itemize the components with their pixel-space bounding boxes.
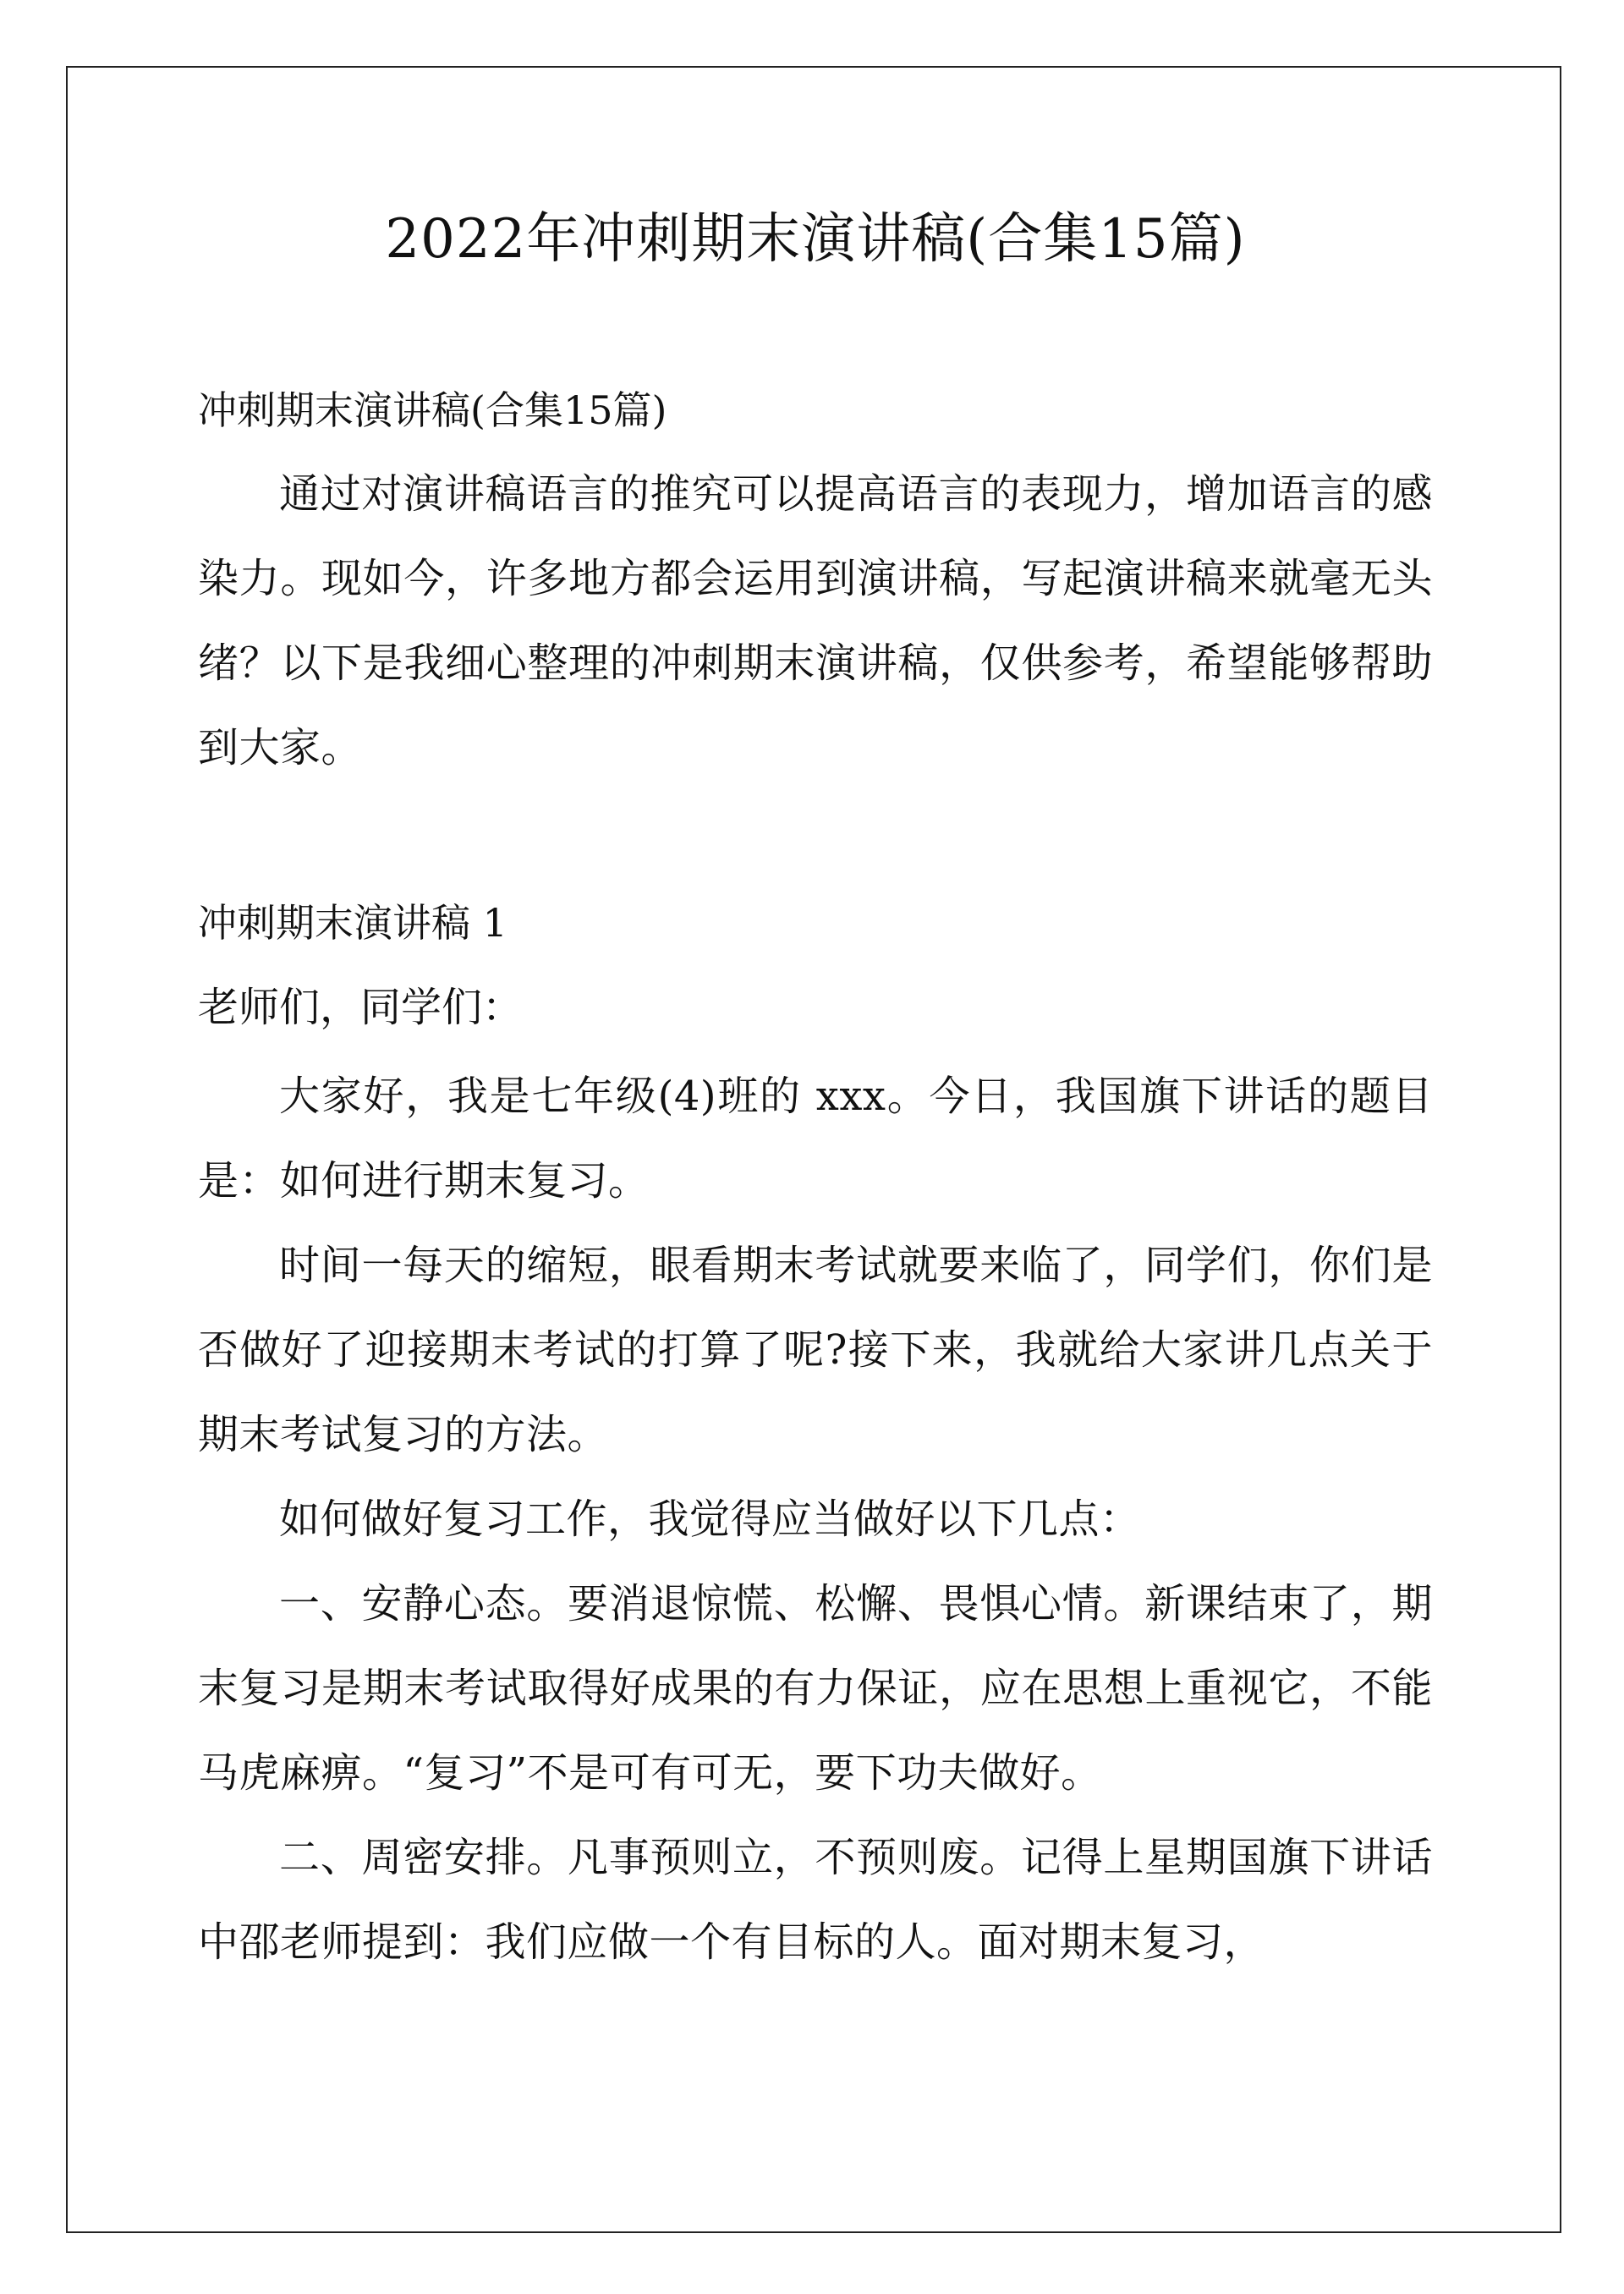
document-subtitle: 冲刺期末演讲稿(合集15篇) [198,387,667,433]
document-title: 2022年冲刺期末演讲稿(合集15篇) [385,208,1246,271]
salutation: 老师们，同学们： [198,984,524,1031]
paragraph-point-one: 一、安静心态。要消退惊慌、松懈、畏惧心情。新课结束了，期末复习是期末考试取得好成果的有力保证，应在思想上重视它，不能马虎麻痹。“复习”不是可有可无，要下功夫做好。 [198,1580,1433,1797]
paragraph-greeting: 大家好，我是七年级(4)班的 xxx。今日，我国旗下讲话的题目是：如何进行期末复习。 [198,1073,1433,1205]
paragraph-point-two: 二、周密安排。凡事预则立，不预则废。记得上星期国旗下讲话中邵老师提到：我们应做一个有目标的人。面对期末复习， [198,1834,1433,1966]
section-heading: 冲刺期末演讲稿 1 [198,900,508,946]
paragraph-time: 时间一每天的缩短，眼看期末考试就要来临了，同学们，你们是否做好了迎接期末考试的打算了呢?接下来，我就给大家讲几点关于期末考试复习的方法。 [198,1242,1433,1458]
intro-paragraph: 通过对演讲稿语言的推究可以提高语言的表现力，增加语言的感染力。现如今，许多地方都会运用到演讲稿，写起演讲稿来就毫无头绪？以下是我细心整理的冲刺期末演讲稿，仅供参考，希望能够帮助到大家。 [198,470,1433,771]
paragraph-how-to-review: 如何做好复习工作，我觉得应当做好以下几点： [279,1495,1141,1543]
